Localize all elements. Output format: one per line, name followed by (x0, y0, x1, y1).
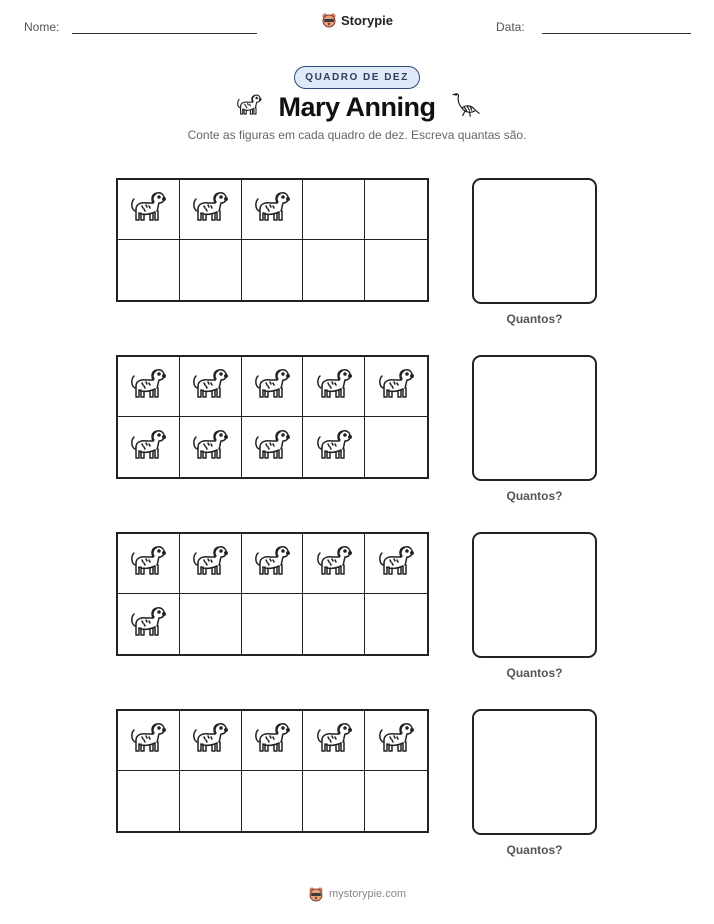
ten-frame-cell (242, 357, 304, 417)
ten-frame-cell (365, 711, 427, 771)
dog-icon (190, 425, 230, 470)
ten-frame-4 (116, 709, 429, 833)
page-title: Mary Anning (278, 92, 436, 122)
footer-url: mystorypie.com (328, 888, 407, 900)
ten-frame-cell (118, 357, 180, 417)
ten-frame-cell (303, 594, 365, 654)
ten-frame-cell (303, 771, 365, 831)
ten-frame-cell (180, 594, 242, 654)
dog-icon (128, 364, 168, 409)
storypie-logo-icon (308, 886, 324, 902)
ten-frame-1 (116, 178, 429, 302)
ten-frame-3 (116, 532, 429, 656)
dog-icon (376, 718, 416, 763)
ten-frame-cell (180, 180, 242, 240)
ten-frame-cell (180, 711, 242, 771)
brand-logo (0, 12, 714, 28)
dog-icon (128, 187, 168, 232)
answer-box-4[interactable] (472, 709, 597, 835)
instructions-text: Conte as figuras em cada quadro de dez. Escreva quantas são. (187, 128, 527, 142)
answer-box-1[interactable] (472, 178, 597, 304)
ten-frame-cell (303, 357, 365, 417)
ten-frame-cell (242, 534, 304, 594)
dog-icon (190, 718, 230, 763)
dog-icon (190, 541, 230, 586)
ten-frame-cell (303, 240, 365, 300)
ten-frame-cell (303, 417, 365, 477)
brand-name: Storypie (340, 12, 393, 28)
answer-prompt-2: Quantos? (506, 489, 563, 503)
dog-icon (252, 425, 292, 470)
ten-frame-cell (303, 711, 365, 771)
dog-icon (252, 718, 292, 763)
ten-frame-cell (365, 594, 427, 654)
ten-frame-cell (365, 357, 427, 417)
worksheet-type-badge: QUADRO DE DEZ (294, 66, 419, 89)
dog-icon (314, 364, 354, 409)
dog-icon (128, 718, 168, 763)
dog-icon (252, 187, 292, 232)
ten-frame-cell (242, 711, 304, 771)
ten-frame-2 (116, 355, 429, 479)
ten-frame-cell (365, 417, 427, 477)
ten-frame-cell (180, 357, 242, 417)
ten-frame-cell (118, 711, 180, 771)
dog-icon (190, 187, 230, 232)
dog-icon (234, 91, 264, 124)
ten-frame-cell (365, 534, 427, 594)
ten-frame-cell (303, 180, 365, 240)
ten-frame-cell (242, 771, 304, 831)
ten-frame-cell (303, 534, 365, 594)
ten-frame-cell (118, 771, 180, 831)
ten-frame-cell (118, 417, 180, 477)
date-label: Data: (496, 20, 525, 34)
dog-icon (314, 718, 354, 763)
ten-frame-cell (180, 534, 242, 594)
dog-icon (190, 364, 230, 409)
ten-frame-cell (242, 240, 304, 300)
dog-icon (314, 425, 354, 470)
ten-frame-cell (242, 594, 304, 654)
name-label: Nome: (24, 20, 60, 34)
ten-frame-cell (365, 771, 427, 831)
ten-frame-cell (118, 594, 180, 654)
ten-frame-cell (242, 180, 304, 240)
dog-icon (376, 364, 416, 409)
ten-frame-cell (118, 534, 180, 594)
answer-box-3[interactable] (472, 532, 597, 658)
dog-icon (252, 541, 292, 586)
dog-icon (252, 364, 292, 409)
storypie-logo-icon (321, 12, 337, 28)
answer-prompt-1: Quantos? (506, 312, 563, 326)
ten-frame-cell (180, 771, 242, 831)
ten-frame-cell (365, 240, 427, 300)
dog-icon (376, 541, 416, 586)
dog-icon (128, 541, 168, 586)
plesiosaur-icon (450, 90, 480, 125)
dog-icon (314, 541, 354, 586)
ten-frame-cell (180, 240, 242, 300)
ten-frame-cell (118, 180, 180, 240)
ten-frame-cell (365, 180, 427, 240)
date-line[interactable] (542, 33, 691, 34)
answer-box-2[interactable] (472, 355, 597, 481)
ten-frame-cell (242, 417, 304, 477)
dog-icon (128, 602, 168, 647)
name-line[interactable] (72, 33, 257, 34)
footer (0, 886, 714, 902)
dog-icon (128, 425, 168, 470)
answer-prompt-4: Quantos? (506, 843, 563, 857)
answer-prompt-3: Quantos? (506, 666, 563, 680)
ten-frame-cell (180, 417, 242, 477)
ten-frame-cell (118, 240, 180, 300)
